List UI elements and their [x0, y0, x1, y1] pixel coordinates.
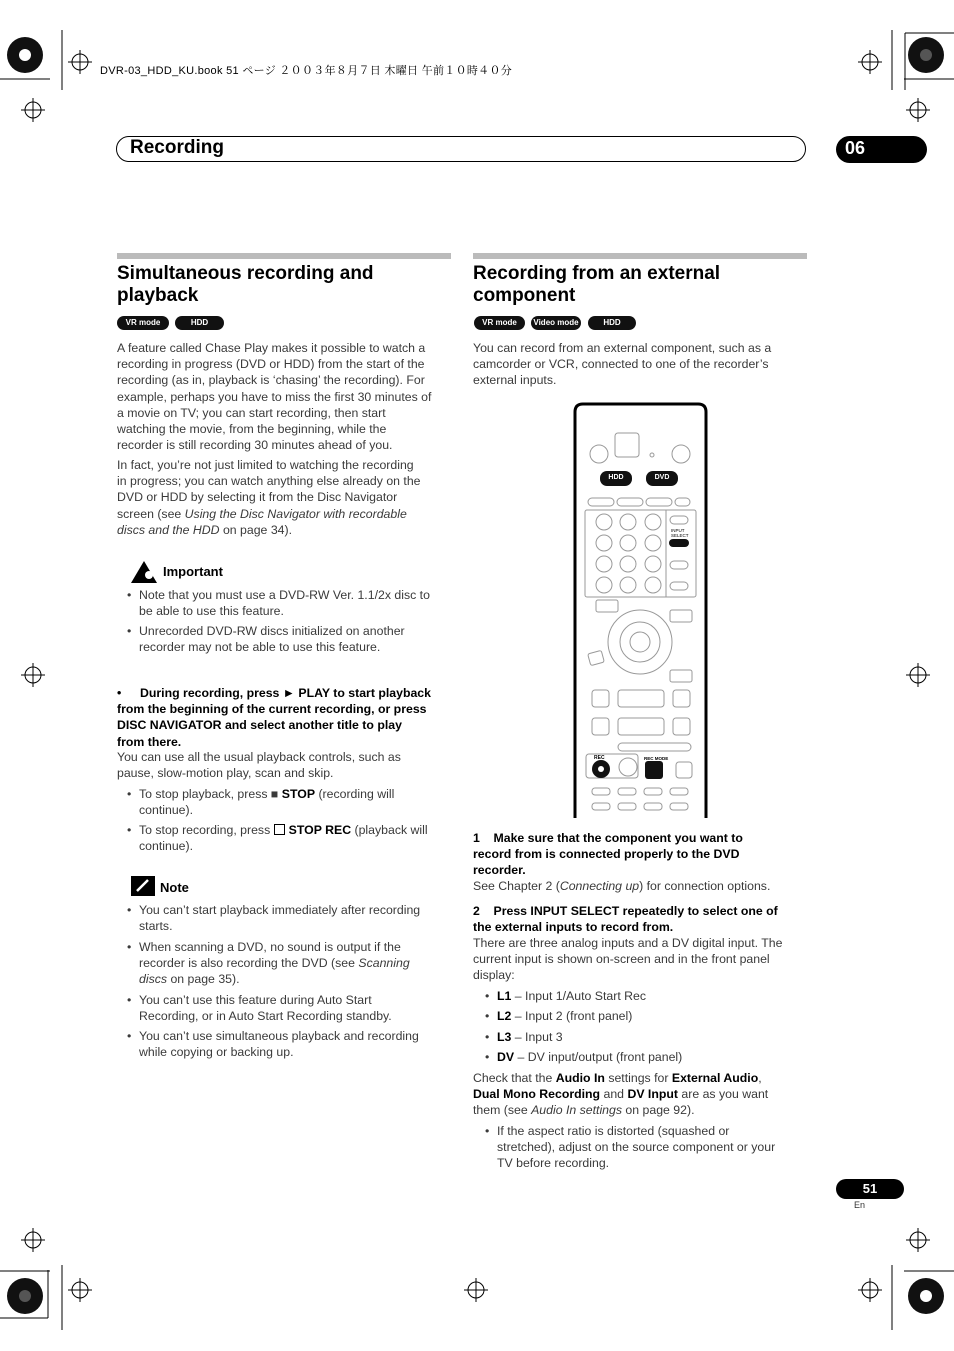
note-heading: Note: [160, 880, 189, 895]
input-desc: – Input 3: [511, 1030, 563, 1044]
audio-check-paragraph: [473, 1070, 813, 1119]
text-span: are as you want: [677, 1087, 769, 1102]
badge-vr-mode: VR mode: [474, 316, 525, 330]
left-title-line2: playback: [117, 285, 199, 306]
stop-rec-button-label: STOP REC: [288, 823, 352, 837]
text-line: There are three analog inputs and a DV digital input. The: [473, 936, 783, 950]
text-span: on page 92).: [622, 1103, 695, 1118]
input-key: L1: [497, 989, 512, 1003]
aspect-ratio-item: • If the aspect ratio is distorted (squashed or stretched), adjust on the source component or your TV before recording.: [497, 1123, 812, 1172]
text-span: settings for: [604, 1071, 672, 1085]
pencil-note-icon: [131, 876, 155, 896]
input-desc: – Input 1/Auto Start Rec: [511, 989, 647, 1003]
text-line: display:: [473, 968, 515, 983]
step-1-body: [473, 878, 813, 894]
text-line: continue).: [139, 839, 194, 854]
step-2-heading: [473, 903, 813, 935]
setting-name: DV Input: [627, 1087, 678, 1102]
text-span: on page 34).: [219, 522, 293, 537]
warning-icon: [130, 560, 158, 584]
text-line: be able to use this feature.: [139, 604, 284, 619]
text-line: You can’t start playback immediately after recording: [139, 903, 421, 917]
text-span: (recording will: [315, 787, 395, 801]
badge-video-mode: Video mode: [531, 316, 581, 330]
note-item: • When scanning a DVD, no sound is output if the recorder is also recording the DVD (see Scanning discs on page 35).: [139, 939, 459, 988]
input-key: L3: [497, 1030, 512, 1044]
text-line: recorder is still recording 30 minutes ahead of you.: [117, 438, 393, 453]
important-heading: Important: [163, 564, 223, 579]
right-title-line1: Recording from an external: [473, 263, 721, 284]
text-span: To stop playback, press ■: [139, 787, 282, 801]
badge-hdd: HDD: [588, 316, 636, 330]
chapter-number: 06: [836, 136, 927, 163]
remote-control-illustration: [570, 400, 715, 822]
reference-link: discs: [139, 972, 168, 987]
text-line: Note that you must use a DVD-RW Ver. 1.1/2x disc to: [139, 588, 430, 602]
text-line: In fact, you’re not just limited to watching the recording: [117, 458, 414, 472]
setting-name: External Audio: [671, 1071, 759, 1085]
input-desc: – Input 2 (front panel): [511, 1009, 633, 1023]
text-line: A feature called Chase Play makes it possible to watch a: [117, 341, 426, 355]
text-line: recorder.: [473, 863, 526, 878]
badge-hdd: HDD: [175, 316, 224, 330]
text-line: 2 Press INPUT SELECT repeatedly to select one of: [473, 904, 778, 918]
input-item-l3: • L3 – Input 3: [485, 1030, 563, 1044]
text-line: Unrecorded DVD-RW discs initialized on another: [139, 624, 405, 638]
text-line: You can use all the usual playback controls, such as: [117, 750, 401, 764]
input-item-l2: • L2 – Input 2 (front panel): [485, 1009, 633, 1023]
reference-link: Using the Disc Navigator with recordable: [184, 506, 407, 521]
text-span: screen (see: [117, 506, 185, 521]
stop-button-label: STOP: [281, 787, 316, 801]
external-intro-paragraph: [473, 340, 813, 389]
reference-link: Audio In settings: [531, 1103, 623, 1118]
note-item: • You can’t start playback immediately after recording starts.: [139, 902, 459, 934]
text-line: example, perhaps you have to miss the first 30 minutes of: [117, 389, 432, 404]
important-item: • Note that you must use a DVD-RW Ver. 1.1/2x disc to be able to use this feature.: [139, 587, 459, 619]
text-line: Recording, or in Auto Start Recording standby.: [139, 1009, 392, 1024]
section-rule-right: [473, 253, 807, 259]
chase-play-paragraph: [117, 340, 457, 453]
step-1-heading: [473, 830, 813, 879]
remote-dvd-label: DVD: [654, 474, 670, 481]
input-item-l1: • L1 – Input 1/Auto Start Rec: [485, 989, 647, 1003]
step-2-body: [473, 935, 813, 984]
right-title-line2: component: [473, 285, 576, 306]
reference-link: Connecting up: [559, 879, 640, 893]
text-span: (playback will: [351, 823, 428, 837]
remote-input-select-label: INPUT SELECT: [671, 528, 689, 538]
note-item: • You can’t use this feature during Auto Start Recording, or in Auto Start Recording standby.: [139, 992, 459, 1024]
text-line: while copying or backing up.: [139, 1045, 294, 1060]
text-span: them (see: [473, 1103, 532, 1118]
text-line: watching the movie, from the beginning, while the: [117, 422, 387, 437]
reference-link: Scanning: [358, 956, 410, 971]
input-key: L2: [497, 1009, 512, 1023]
text-line: DVD or HDD by selecting it from the Disc Navigator: [117, 490, 398, 505]
important-item: • Unrecorded DVD-RW discs initialized on another recorder may not be able to use this feature.: [139, 623, 459, 655]
text-line: You can’t use this feature during Auto Start: [139, 993, 372, 1007]
text-line: TV before recording.: [497, 1156, 610, 1171]
text-line: starts.: [139, 919, 173, 934]
reference-link: discs and the HDD: [117, 522, 220, 537]
note-item: • You can’t use simultaneous playback and recording while copying or backing up.: [139, 1028, 459, 1060]
text-line: recorder may not be able to use this feature.: [139, 640, 381, 655]
text-line: You can’t use simultaneous playback and recording: [139, 1029, 419, 1043]
text-line: recording (as in, playback is ‘chasing’ the recording). For: [117, 373, 425, 388]
right-section-title: [473, 263, 803, 307]
setting-name: Dual Mono Recording: [473, 1087, 601, 1102]
remote-rec-mode-label: REC MODE: [644, 756, 669, 761]
text-span: See Chapter 2 (: [473, 879, 560, 893]
stop-playback-item: • To stop playback, press ■ STOP (recording will continue).: [139, 786, 459, 818]
stop-recording-item: • To stop recording, press STOP REC (playback will continue).: [139, 822, 459, 854]
remote-rec-label: REC: [594, 755, 605, 761]
remote-hdd-label: HDD: [608, 474, 624, 481]
text-line: in progress; you can watch anything else already on the: [117, 474, 421, 489]
text-span: ) for connection options.: [639, 879, 771, 893]
language-code: En: [854, 1200, 866, 1210]
text-line: During recording, press ► PLAY to start playback: [140, 686, 431, 700]
text-line: When scanning a DVD, no sound is output if the: [139, 940, 401, 954]
stop-rec-icon: [274, 824, 285, 835]
text-span: recorder is also recording the DVD (see: [139, 956, 359, 971]
text-line: from the beginning of the current recording, or press: [117, 702, 427, 717]
badge-vr-mode: VR mode: [117, 316, 169, 330]
text-line: continue).: [139, 803, 194, 818]
text-span: To stop recording, press: [139, 823, 274, 837]
input-key: DV: [497, 1050, 515, 1064]
text-line: If the aspect ratio is distorted (squashed or: [497, 1124, 730, 1138]
text-line: You can record from an external component, such as a: [473, 341, 772, 355]
section-header-title: Recording: [130, 137, 224, 158]
text-line: pause, slow-motion play, scan and skip.: [117, 766, 334, 781]
chase-play-instruction: • During recording, press ► PLAY to start playback from the beginning of the current recording, or press DISC NAVIGATOR and select another title to play from there.: [117, 685, 457, 750]
section-rule-left: [117, 253, 451, 259]
setting-name: Audio In: [555, 1071, 605, 1085]
text-span: on page 35).: [167, 972, 240, 987]
disc-navigator-paragraph: [117, 457, 457, 538]
text-line: camcorder or VCR, connected to one of the recorder’s: [473, 357, 769, 372]
text-line: recording in progress (DVD or HDD) from the start of the: [117, 357, 425, 372]
input-desc: – DV input/output (front panel): [514, 1050, 683, 1064]
left-section-title: [117, 263, 447, 307]
text-span: and: [600, 1087, 628, 1102]
text-span: Check that the: [473, 1071, 556, 1085]
file-info: DVR-03_HDD_KU.book 51 ページ ２００３年８月７日 木曜日 午前１０時４０分: [100, 65, 513, 77]
left-title-line1: Simultaneous recording and: [117, 263, 374, 284]
text-line: record from is connected properly to the DVD: [473, 847, 740, 862]
page-number: 51: [836, 1179, 904, 1199]
input-item-dv: • DV – DV input/output (front panel): [485, 1050, 683, 1064]
text-line: from there.: [117, 734, 182, 749]
text-line: external inputs.: [473, 373, 557, 388]
text-span: ,: [758, 1071, 762, 1085]
text-line: stretched), adjust on the source component or your: [497, 1140, 776, 1155]
text-line: DISC NAVIGATOR and select another title to play: [117, 718, 402, 733]
text-line: current input is shown on-screen and in the front panel: [473, 952, 770, 967]
text-line: 1 Make sure that the component you want to: [473, 831, 743, 845]
text-line: the external inputs to record from.: [473, 920, 674, 935]
playback-controls-paragraph: [117, 749, 457, 781]
text-line: a movie on TV; you can start recording, then start: [117, 405, 386, 420]
